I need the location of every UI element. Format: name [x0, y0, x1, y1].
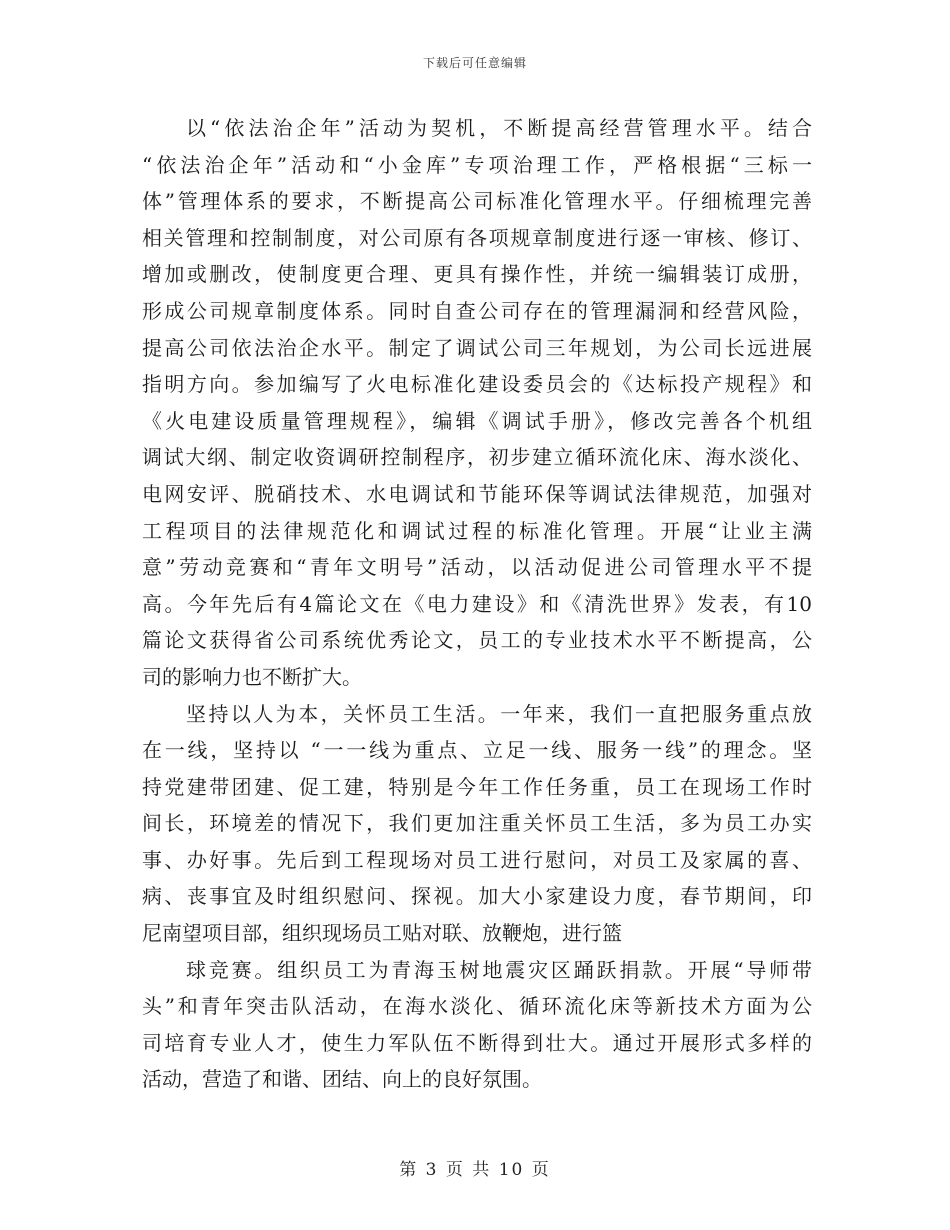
text-line: 球竞赛。组织员工为青海玉树地震灾区踊跃捐款。开展“导师带 [186, 957, 812, 982]
text-line: 指明方向。参加编写了火电标准化建设委员会的《达标投产规程》和 [142, 372, 812, 397]
text-line: 相关管理和控制制度，对公司原有各项规章制度进行逐一审核、修订、 [142, 225, 812, 250]
paragraph [142, 110, 812, 696]
text-line: 电网安评、脱硝技术、水电调试和节能环保等调试法律规范，加强对 [142, 481, 812, 506]
text-line: 高。今年先后有4篇论文在《电力建设》和《清洗世界》发表，有10 [142, 591, 812, 616]
text-line: 尼南望项目部，组织现场员工贴对联、放鞭炮，进行篮 [142, 921, 622, 946]
text-line: 体”管理体系的要求，不断提高公司标准化管理水平。仔细梳理完善 [142, 189, 812, 214]
text-line: 形成公司规章制度体系。同时自查公司存在的管理漏洞和经营风险， [142, 298, 812, 323]
page-number-footer: 第 3 页 共 10 页 [399, 1160, 551, 1180]
text-line: 提高公司依法治企水平。制定了调试公司三年规划，为公司长远进展 [142, 335, 812, 360]
text-line: 《火电建设质量管理规程》，编辑《调试手册》，修改完善各个机组 [142, 408, 812, 433]
text-line: 司的影响力也不断扩大。 [142, 664, 362, 689]
text-line: 以“依法治企年”活动为契机，不断提高经营管理水平。结合 [186, 116, 812, 140]
text-line: 增加或删改，使制度更合理、更具有操作性，并统一编辑装订成册， [142, 262, 812, 287]
text-line: 篇论文获得省公司系统优秀论文，员工的专业技术水平不断提高，公 [142, 628, 812, 653]
document-body [142, 110, 812, 1098]
text-line: 事、办好事。先后到工程现场对员工进行慰问，对员工及家属的喜、 [142, 847, 812, 872]
text-line: 调试大纲、制定收资调研控制程序，初步建立循环流化床、海水淡化、 [142, 445, 812, 470]
text-line: 工程项目的法律规范化和调试过程的标准化管理。开展“让业主满 [142, 518, 812, 543]
text-line: 活动，营造了和谐、团结、向上的良好氛围。 [142, 1067, 542, 1092]
text-line: 司培育专业人才，使生力军队伍不断得到壮大。通过开展形式多样的 [142, 1030, 812, 1055]
page-header: 下载后可任意编辑 [422, 56, 527, 70]
text-line: 病、丧事宜及时组织慰问、探视。加大小家建设力度，春节期间，印 [142, 884, 812, 909]
paragraph [142, 952, 812, 1098]
text-line: 在一线，坚持以 “一一线为重点、立足一线、服务一线”的理念。坚 [142, 738, 812, 763]
text-line: 头”和青年突击队活动，在海水淡化、循环流化床等新技术方面为公 [142, 994, 812, 1019]
text-line: 持党建带团建、促工建，特别是今年工作任务重，员工在现场工作时 [142, 774, 812, 799]
text-line: 间长，环境差的情况下，我们更加注重关怀员工生活，多为员工办实 [142, 811, 812, 836]
paragraph [142, 696, 812, 952]
text-line: 意”劳动竞赛和“青年文明号”活动，以活动促进公司管理水平不提 [142, 555, 812, 580]
text-line: 坚持以人为本，关怀员工生活。一年来，我们一直把服务重点放 [186, 701, 812, 726]
text-line: “依法治企年”活动和“小金库”专项治理工作，严格根据“三标一 [142, 152, 812, 177]
